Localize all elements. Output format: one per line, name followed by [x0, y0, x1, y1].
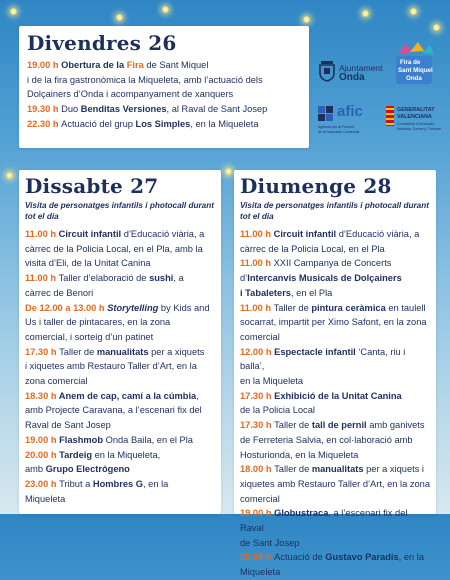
light-bulb: [410, 8, 417, 15]
schedule-line: [25, 492, 215, 507]
event-highlight: Intercanvis Musicals de Dolçainers: [247, 273, 402, 284]
event-time: 19.00 h: [25, 434, 60, 445]
event-text: Taller de: [273, 302, 312, 313]
schedule-line: [240, 462, 430, 477]
event-text: , en la: [143, 478, 169, 489]
event-text: Duo: [61, 104, 81, 115]
schedule-line: [27, 87, 301, 102]
event-text: d’: [240, 273, 248, 284]
friday-schedule: [27, 58, 301, 132]
event-highlight: Gustavo Paradís: [325, 552, 399, 563]
coat-of-arms-icon: [318, 60, 336, 82]
event-text: de la Policia Local: [240, 405, 315, 416]
event-text: en la Miqueleta: [240, 376, 304, 387]
event-time: 17.30 h: [240, 420, 275, 431]
sunday-schedule: [240, 227, 430, 580]
event-text: de Sant Miquel: [143, 60, 209, 70]
light-bulb: [116, 14, 123, 21]
event-text: Raval de Sant Josep: [25, 420, 111, 431]
sunday-note-line-2: tot el dia: [240, 212, 274, 221]
schedule-line: [240, 492, 430, 507]
schedule-line: [27, 58, 301, 73]
event-text: Tribut a: [59, 478, 93, 489]
schedule-line: [240, 286, 430, 301]
event-text: Dolçainers d’Onda i acompanyament de xanquers: [27, 89, 234, 100]
event-text: , a l’escenari fix del Raval: [240, 508, 408, 534]
event-text: visita d’Eli, de la Unitat Canina: [25, 258, 151, 269]
schedule-line: [25, 389, 215, 404]
saturday-note-line-2: tot el dia: [25, 212, 59, 221]
event-time: 17.30 h: [240, 390, 275, 401]
schedule-line: [240, 506, 430, 535]
event-text: de Sant Josep: [240, 537, 300, 548]
light-bulb: [225, 168, 232, 175]
schedule-line: [25, 448, 215, 463]
event-text: Actuació de: [274, 552, 326, 563]
event-text: en taulell: [385, 302, 426, 313]
afic-mark-icon: [318, 106, 334, 122]
schedule-line: [25, 227, 215, 242]
event-highlight: Obertura de la: [61, 60, 127, 70]
onda-text: Onda: [339, 72, 365, 83]
event-time: 20.00 h: [25, 449, 60, 460]
event-text: amb: [25, 464, 46, 475]
schedule-line: [240, 448, 430, 463]
event-highlight: pintura ceràmica: [311, 302, 386, 313]
afic-sub-1: Agència per al Foment: [318, 125, 355, 129]
schedule-line: [240, 565, 430, 580]
schedule-line: [240, 550, 430, 565]
event-text: en la Miqueleta,: [92, 449, 161, 460]
generalitat-line-1: GENERALITAT: [397, 107, 435, 113]
friday-card: [19, 26, 309, 148]
conselleria-line-2: Indústria, Comerç i Turisme: [397, 127, 441, 131]
event-highlight: manualitats: [311, 464, 364, 475]
schedule-line: [240, 477, 430, 492]
sunday-note-line-1: Visita de personatges infantils i photocall durant: [240, 201, 429, 210]
event-highlight: sushi: [149, 273, 174, 284]
schedule-line: [25, 462, 215, 477]
event-time: 23.00 h: [25, 478, 60, 489]
event-time: 11.00 h: [25, 273, 59, 284]
event-text: Hosturionda, en la Miqueleta: [240, 449, 359, 460]
sunday-card: [234, 170, 436, 578]
event-text: , en la Miqueleta: [190, 118, 259, 129]
event-time: 19.00 h: [240, 508, 275, 519]
saturday-note-line-1: Visita de personatges infantils i photocall durant: [25, 201, 214, 210]
event-text: per a xiquets i: [363, 464, 424, 475]
saturday-note: [25, 200, 215, 222]
generalitat-line-2: VALENCIANA: [397, 114, 432, 120]
light-bulb: [162, 6, 169, 13]
light-bulb: [6, 172, 13, 179]
schedule-line: [25, 403, 215, 418]
generalitat-logo: [386, 106, 450, 142]
schedule-line: [25, 374, 215, 389]
event-text: XXII Campanya de Concerts: [273, 258, 392, 269]
event-text: Miqueleta: [240, 567, 281, 578]
event-highlight: Los Simples: [135, 118, 191, 129]
schedule-line: [25, 301, 215, 316]
schedule-line: [240, 227, 430, 242]
ajuntament-text: Ajuntament: [339, 63, 383, 73]
event-text: i xiquetes amb Restauro Taller d’Art, en la: [25, 361, 197, 372]
event-time: 17.30 h: [25, 346, 60, 357]
event-text: d’Educació viària, a: [121, 229, 205, 239]
event-highlight: Circuit infantil: [273, 229, 337, 239]
event-highlight: Flashmob: [59, 434, 104, 445]
generalitat-flag-icon: [386, 106, 394, 126]
event-text: zona comercial: [25, 376, 88, 387]
event-time: De 12.00 a 13.00 h: [25, 302, 108, 313]
schedule-line: [25, 286, 215, 301]
event-text: Actuació del grup: [61, 118, 136, 129]
event-highlight: tall de pernil: [311, 420, 367, 431]
event-text: , en el Pla: [290, 287, 333, 298]
conselleria-line-1: Conselleria d’Innovació,: [397, 122, 436, 126]
schedule-line: [240, 256, 430, 271]
event-text: comercial: [240, 493, 280, 504]
schedule-line: [240, 433, 430, 448]
event-highlight: Hombres G: [92, 478, 144, 489]
event-time: 11.00 h: [240, 302, 274, 313]
event-text: Taller de: [274, 420, 312, 431]
schedule-line: [25, 345, 215, 360]
schedule-line: [240, 345, 430, 374]
event-text: i de la fira gastronòmica la Miqueleta, amb l’actuació dels: [27, 74, 263, 85]
sunday-title: Diumenge 28: [240, 174, 392, 198]
light-bulb: [433, 24, 440, 31]
afic-text: afic: [337, 103, 363, 120]
event-text: comercial: [240, 331, 280, 342]
fira-line-1: Fira de: [400, 59, 421, 66]
event-time: 22.30 h: [27, 118, 62, 129]
event-text: d’Educació viària, a: [336, 229, 420, 239]
event-text: Taller de: [59, 346, 97, 357]
event-text: , al Raval de Sant Josep: [166, 104, 268, 115]
event-text: Taller d’elaboració de: [58, 273, 150, 284]
event-highlight: Grupo Electrógeno: [45, 464, 130, 475]
event-time: 18.00 h: [240, 464, 275, 475]
event-text: , a: [173, 273, 184, 284]
event-time: 20.00 h: [240, 552, 275, 563]
afic-logo: [318, 103, 380, 142]
schedule-line: [25, 418, 215, 433]
fira-sant-miquel-logo: [392, 42, 436, 86]
event-highlight: manualitats: [96, 346, 149, 357]
event-text: amb ganivets: [366, 420, 425, 431]
schedule-line: [240, 418, 430, 433]
light-bulb: [10, 8, 17, 15]
event-time: 19.00 h: [27, 60, 62, 70]
schedule-line: [25, 433, 215, 448]
saturday-card: [19, 170, 221, 514]
schedule-line: [25, 242, 215, 257]
schedule-line: [27, 102, 301, 117]
event-highlight: Espectacle infantil: [274, 346, 356, 357]
schedule-line: [25, 330, 215, 345]
event-highlight: Benditas Versiones: [80, 104, 167, 115]
afic-sub-2: de la Innovació Comercial: [318, 130, 360, 134]
fira-line-2: Sant Miquel: [398, 67, 433, 74]
event-text: Onda Baila, en el Pla: [103, 434, 193, 445]
schedule-line: [240, 271, 430, 286]
event-highlight: Globustraca: [274, 508, 329, 519]
event-time: Fira: [126, 60, 144, 70]
schedule-line: [25, 315, 215, 330]
schedule-line: [240, 403, 430, 418]
schedule-line: [240, 330, 430, 345]
friday-title: Divendres 26: [27, 31, 177, 55]
ajuntament-onda-logo: [318, 58, 383, 88]
event-text: Taller de: [274, 464, 312, 475]
schedule-line: [240, 536, 430, 551]
event-text: Us i taller de pintacares, en la zona: [25, 317, 171, 328]
schedule-line: [27, 73, 301, 88]
event-text: càrrec de Benori: [25, 287, 94, 298]
event-time: 12.00 h: [240, 346, 275, 357]
event-text: , en la: [398, 552, 424, 563]
event-text: xiquetes amb Restauro Taller d’Art, en la zona: [240, 478, 431, 489]
sunday-note: [240, 200, 430, 222]
event-highlight: Tardeig: [59, 449, 93, 460]
schedule-line: [240, 374, 430, 389]
event-text: ‘Canta, riu i balla’,: [240, 346, 406, 372]
event-time: 18.30 h: [25, 390, 59, 401]
schedule-line: [25, 359, 215, 374]
event-highlight: Exhibició de la Unitat Canina: [274, 390, 402, 401]
logos-panel: [310, 34, 450, 154]
event-highlight: i Tabaleters: [240, 287, 291, 298]
event-highlight: Storytelling: [107, 302, 159, 313]
schedule-line: [240, 242, 430, 257]
light-bulb: [362, 10, 369, 17]
event-text: càrrec de la Policia Local, en el Pla, amb la: [25, 243, 203, 254]
schedule-line: [25, 477, 215, 492]
schedule-line: [240, 315, 430, 330]
light-bulb: [303, 16, 310, 23]
event-highlight: Circuit infantil: [58, 229, 122, 239]
event-text: amb Projecte Caravana, a l’escenari fix del: [25, 405, 202, 416]
event-text: socarrat, impartit per Ximo Safont, en la zona: [240, 317, 427, 328]
fira-line-3: Onda: [406, 75, 422, 82]
schedule-line: [240, 301, 430, 316]
event-text: comercial, i sorteig d’un patinet: [25, 331, 154, 342]
saturday-title: Dissabte 27: [25, 174, 159, 198]
event-highlight: Anem de cap, camí a la cúmbia: [58, 390, 197, 401]
event-text: per a xiquets: [148, 346, 205, 357]
event-time: 19.30 h: [27, 104, 62, 115]
event-text: by Kids and: [158, 302, 210, 313]
saturday-schedule: [25, 227, 215, 506]
event-text: càrrec de la Policia Local, en el Pla: [240, 243, 385, 254]
event-text: Miqueleta: [25, 493, 66, 504]
event-text: de Ferreteria Salvia, en col·laboració amb: [240, 434, 413, 445]
schedule-line: [240, 389, 430, 404]
event-time: 11.00 h: [25, 229, 59, 239]
event-time: 11.00 h: [240, 229, 274, 239]
schedule-line: [25, 271, 215, 286]
event-time: 11.00 h: [240, 258, 274, 269]
event-text: ,: [196, 390, 199, 401]
schedule-line: [25, 256, 215, 271]
schedule-line: [27, 117, 301, 132]
